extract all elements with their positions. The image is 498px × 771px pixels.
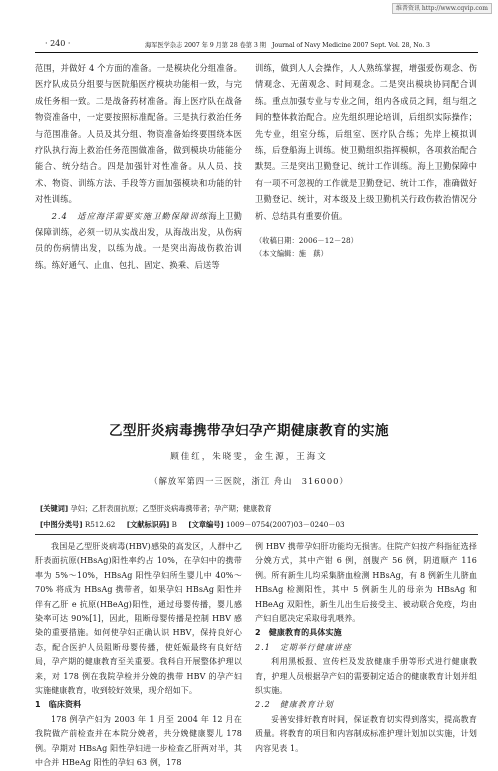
prev-article-right-column — [255, 60, 477, 260]
doc-code-label: [文献标识码] — [126, 520, 170, 529]
section-2-4-text: 海上卫勤保障训练，必须一切从实战出发，从海战出发，从伤病员的伤病情出发，以练为战。一是突出海战伤救治训练。练好通气、止血、包扎、固定、换乘、后送等 — [35, 210, 242, 270]
journal-info: 海军医学杂志 2007 年 9 月第 28 卷第 3 期 Journal of Navy Medicine 2007 Sept. Vol. 28, No. 3 — [145, 42, 430, 49]
section-2-1-text: 利用黑板报、宣传栏及发放健康手册等形式进行健康教育，护理人员根据孕产妇的需要制定适合的健康教育计划并组织实施。 — [255, 657, 477, 696]
editor-note: （本文编辑：施 蕻） — [255, 249, 328, 259]
clc-label: [中图分类号] — [40, 520, 83, 529]
prev-paragraph-right: 训练，做到人人会操作，人人熟练掌握，增强爱伤观念、伤情观念、无菌观念、时间观念。二是突出模块协同配合训练。重点加强专业与专业之间，组内各成员之间，组与组之间的整体救治配合。应先组织理论培训，后组织实际操作；先专业，组室分练，后组室、医疗队合练；先岸上模拟训练，后登船海上训练。使卫勤组织指挥模帜，各项救治配合默契。三是突出卫勤登记、统计工作训练。海上卫勤保障中有一项不可忽视的工作就是卫勤登记、统计工作，准确做好卫勤登记、统计，对本级及上级卫勤机关行政伤救治情况分析、总结具有重要价值。 — [255, 63, 477, 221]
section-1-title: 1 临床资料 — [35, 700, 82, 710]
section-2-title: 2 健康教育的具体实施 — [255, 628, 342, 638]
article-no-value: 1009－0754(2007)03－0240－03 — [225, 520, 345, 529]
watermark: 维普资讯 http://www.cqvip.com — [392, 3, 492, 14]
running-header — [35, 38, 478, 53]
doc-code-value: B — [171, 520, 177, 529]
prev-section-2-4 — [35, 208, 242, 274]
article-right-column — [255, 540, 477, 756]
section-2-2-title: 2.2 健康教育计划 — [255, 700, 334, 710]
article-left-column — [35, 540, 242, 771]
divider — [35, 534, 478, 535]
page-number: · 240 · — [45, 39, 71, 48]
keywords-line — [40, 504, 272, 514]
received-date: （收稿日期：2006－12－28） — [255, 236, 358, 246]
prev-paragraph: 范围，并做好 4 个方面的准备。一是模块化分组准备。医疗队成员分组要与医院船医疗模块功能相一致，与完成任务相一致。二是战备药材准备。海上医疗队在战备物资准备中，一定要按照标准配备。三是执行救治任务与范围准备。人员及其分组、物资准备始终要围绕本医疗队执行海上救治任务范围做准备，做到模块功能能分能合、统分结合。四是加强针对性准备。从人员、技术、物资、训练方法、手段等方面加强模块和功能的针对性训练。 — [35, 63, 242, 205]
keywords: 孕妇；乙肝表面抗原；乙型肝炎病毒携带者；孕产期；健康教育 — [70, 504, 272, 513]
section-2-1-title: 2.1 定期举行健康讲座 — [255, 642, 352, 652]
article-intro: 我国是乙型肝炎病毒(HBV)感染的高发区，人群中乙肝表面抗原(HBsAg)阳性率约占 10%，在孕妇中的携带率为 5%～10%，HBsAg 阳性孕妇所生婴儿中 40%～70% 将成为 HBsAg 携带者，如果孕妇 HBsAg 阳性并伴有乙肝 e 抗原(HBeAg)阳性，通过母婴传播，婴儿感染率可达 90%[1]，因此，阻断母婴传播是控制 HBV 感染的重要措施。如何使孕妇正确认识 HBV，保持良好心态，配合医护人员阻断母婴传播，使妊娠最终有良好结局，孕产期的健康教育至关重要。我科自开展整体护理以来，对 178 例在我院孕检并分娩的携带 HBV 的孕产妇实施健康教育，收到较好效果，现介绍如下。 — [35, 542, 242, 696]
section-2-4-title: 2.4 适应海洋需要实施卫勤保障训练 — [51, 210, 209, 221]
article-title: 乙型肝炎病毒携带孕妇孕产期健康教育的实施 — [109, 423, 389, 439]
classification-line — [40, 520, 345, 530]
clc-value: R512.62 — [84, 520, 116, 529]
clinical-data-cont: 例 HBV 携带孕妇肝功能均无损害。住院产妇按产科指征选择分娩方式，其中产钳 6 例，剖腹产 56 例，阴道顺产 116 例。所有新生儿均采集脐血检测 HBsAg，有 8 例新生儿脐血 HBsAg 检测阳性，其中 5 例新生儿的母亲为 HBsAg 和 HBeAg 双阳性，新生儿出生后接受主、被动联合免疫，均由产妇自愿决定采取母乳喂养。 — [255, 542, 477, 624]
section-2-2-text: 妥善安排好教育时间，保证教育切实得到落实，提高教育质量。将教育的项目和内容制成标准护理计划加以实施，计划内容见表 1。 — [255, 714, 477, 753]
article-authors: 顾佳红，朱晓雯，金生源，王海文 — [170, 452, 328, 462]
article-no-label: [文章编号] — [188, 520, 224, 529]
section-1-text: 178 例孕产妇为 2003 年 1 月至 2004 年 12 月在我院做产前检查并在本院分娩者，共分娩健康婴儿 178 例。孕期对 HBsAg 阳性孕妇进一步检查乙肝两对半，其中合并 HBeAg 阳性的孕妇 63 例，178 — [35, 714, 242, 768]
prev-article-left-column — [35, 60, 242, 273]
article-affiliation: （解放军第四一三医院，浙江 舟山 316000） — [149, 476, 349, 486]
keywords-label: [关键词] — [40, 504, 69, 513]
